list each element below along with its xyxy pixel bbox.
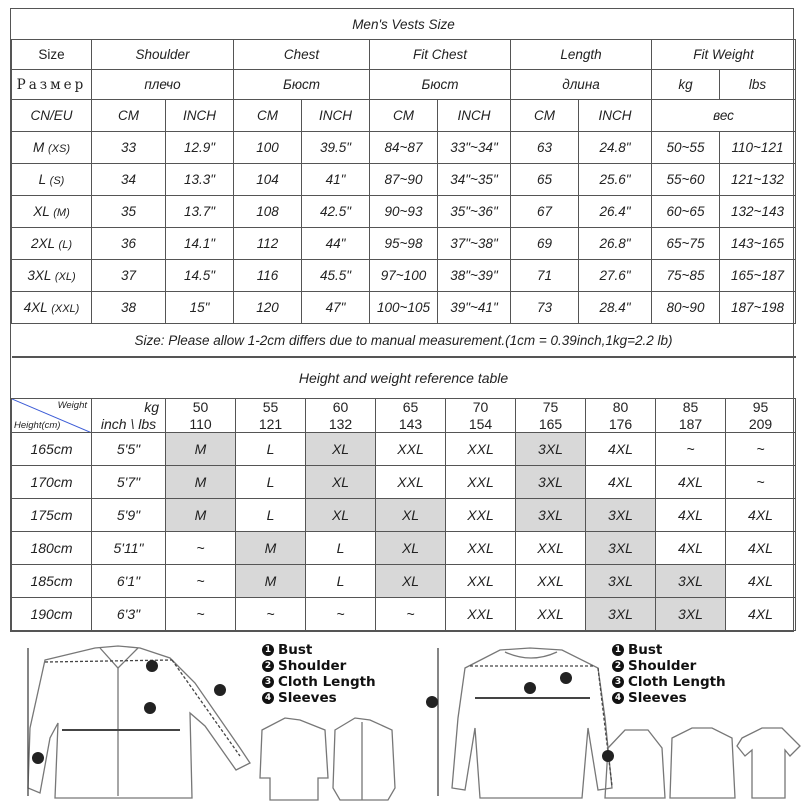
size-recommendation: 3XL <box>586 499 656 532</box>
height-ft: 5'5" <box>92 433 166 466</box>
value-cell: 65 <box>511 164 579 196</box>
value-cell: 28.4" <box>579 292 652 324</box>
size-alt-label: (XXL) <box>51 303 80 315</box>
value-cell: 112 <box>234 228 302 260</box>
size-alt-label: (L) <box>58 239 72 251</box>
value-cell: 35"~36" <box>438 196 511 228</box>
unit-cm: CM <box>370 100 438 132</box>
size-cell <box>12 292 92 324</box>
value-cell: 14.5" <box>166 260 234 292</box>
legend-left <box>262 642 376 706</box>
height-cm: 165cm <box>12 433 92 466</box>
length-header: Length <box>511 40 652 70</box>
height-ft: 6'3" <box>92 598 166 631</box>
value-cell: 97~100 <box>370 260 438 292</box>
legend-item-sleeves <box>262 690 376 706</box>
size-recommendation: 3XL <box>586 532 656 565</box>
size-recommendation: 3XL <box>516 433 586 466</box>
size-cell <box>12 164 92 196</box>
value-cell: 60~65 <box>652 196 720 228</box>
size-recommendation: 3XL <box>656 598 726 631</box>
size-label: 4XL <box>23 300 48 315</box>
value-cell: 63 <box>511 132 579 164</box>
number-4-icon: 4 <box>612 692 624 704</box>
size-recommendation: XXL <box>446 565 516 598</box>
height-cm: 185cm <box>12 565 92 598</box>
table-row <box>12 466 796 499</box>
size-recommendation: XXL <box>516 598 586 631</box>
value-cell: 67 <box>511 196 579 228</box>
size-recommendation: XXL <box>376 433 446 466</box>
height-label: Height(cm) <box>14 420 61 431</box>
number-2-icon: 2 <box>612 660 624 672</box>
height-ft: 5'11" <box>92 532 166 565</box>
size-cell <box>12 132 92 164</box>
height-ft: 6'1" <box>92 565 166 598</box>
razmer-label: Размер <box>12 70 92 100</box>
size-recommendation: XXL <box>516 565 586 598</box>
unit-inch: INCH <box>579 100 652 132</box>
size-recommendation: ~ <box>376 598 446 631</box>
value-cell: 55~60 <box>652 164 720 196</box>
table-row <box>12 164 796 196</box>
lbs-label: lbs <box>720 70 796 100</box>
size-recommendation: XXL <box>516 532 586 565</box>
height-cm: 180cm <box>12 532 92 565</box>
legend-item-bust <box>262 642 376 658</box>
table-row <box>12 499 796 532</box>
legend-bust-label: Bust <box>628 642 663 658</box>
value-cell: 120 <box>234 292 302 324</box>
value-cell: 121~132 <box>720 164 796 196</box>
height-weight-table <box>11 357 796 631</box>
legend-bust-label: Bust <box>278 642 313 658</box>
legend-length-label: Cloth Length <box>278 674 376 690</box>
number-1-icon: 1 <box>262 644 274 656</box>
size-chart <box>10 8 794 632</box>
value-cell: 75~85 <box>652 260 720 292</box>
size-alt-label: (S) <box>49 175 65 187</box>
chest-ru: Бюст <box>234 70 370 100</box>
size-recommendation: 4XL <box>656 466 726 499</box>
shoulder-header: Shoulder <box>92 40 234 70</box>
lbs-value: 143 <box>376 415 446 433</box>
size-recommendation: ~ <box>656 433 726 466</box>
value-cell: 12.9" <box>166 132 234 164</box>
lbs-value: 121 <box>236 415 306 433</box>
diagonal-header <box>12 399 92 433</box>
size-recommendation: XL <box>376 499 446 532</box>
kg-value: 60 <box>306 399 376 416</box>
value-cell: 26.8" <box>579 228 652 260</box>
value-cell: 37 <box>92 260 166 292</box>
legend-right <box>612 642 726 706</box>
size-recommendation: L <box>306 532 376 565</box>
size-recommendation: XXL <box>376 466 446 499</box>
value-cell: 47" <box>302 292 370 324</box>
legend-sleeves-label: Sleeves <box>628 690 687 706</box>
size-recommendation: L <box>236 466 306 499</box>
value-cell: 26.4" <box>579 196 652 228</box>
chart-title: Men's Vests Size <box>12 9 796 40</box>
table-row <box>12 532 796 565</box>
size-recommendation: ~ <box>726 433 796 466</box>
size-recommendation: ~ <box>306 598 376 631</box>
value-cell: 39"~41" <box>438 292 511 324</box>
size-recommendation: XXL <box>446 499 516 532</box>
number-4-icon: 4 <box>262 692 274 704</box>
size-recommendation: M <box>166 466 236 499</box>
size-label: XL <box>33 204 50 219</box>
kg-value: 95 <box>726 399 796 416</box>
value-cell: 38"~39" <box>438 260 511 292</box>
value-cell: 13.3" <box>166 164 234 196</box>
value-cell: 15" <box>166 292 234 324</box>
kg-value: 55 <box>236 399 306 416</box>
table-row <box>12 433 796 466</box>
length-ru: длина <box>511 70 652 100</box>
size-recommendation: M <box>166 499 236 532</box>
kg-value: 65 <box>376 399 446 416</box>
value-cell: 33"~34" <box>438 132 511 164</box>
value-cell: 34"~35" <box>438 164 511 196</box>
value-cell: 36 <box>92 228 166 260</box>
size-recommendation: M <box>236 565 306 598</box>
size-recommendation: 3XL <box>516 466 586 499</box>
value-cell: 84~87 <box>370 132 438 164</box>
value-cell: 44" <box>302 228 370 260</box>
value-cell: 69 <box>511 228 579 260</box>
value-cell: 24.8" <box>579 132 652 164</box>
value-cell: 165~187 <box>720 260 796 292</box>
size-recommendation: ~ <box>236 598 306 631</box>
value-cell: 25.6" <box>579 164 652 196</box>
lbs-value: 209 <box>726 415 796 433</box>
value-cell: 80~90 <box>652 292 720 324</box>
size-recommendation: XXL <box>446 433 516 466</box>
size-recommendation: ~ <box>166 565 236 598</box>
size-label: 2XL <box>31 236 55 251</box>
size-recommendation: XL <box>306 433 376 466</box>
value-cell: 95~98 <box>370 228 438 260</box>
size-alt-label: (XS) <box>48 143 70 155</box>
size-recommendation: 3XL <box>586 565 656 598</box>
value-cell: 27.6" <box>579 260 652 292</box>
value-cell: 100 <box>234 132 302 164</box>
size-label: 3XL <box>27 268 52 283</box>
size-recommendation: XXL <box>446 532 516 565</box>
size-recommendation: XL <box>306 499 376 532</box>
kg-label: kg <box>652 70 720 100</box>
value-cell: 13.7" <box>166 196 234 228</box>
number-3-icon: 3 <box>612 676 624 688</box>
size-recommendation: M <box>236 532 306 565</box>
height-cm: 175cm <box>12 499 92 532</box>
value-cell: 110~121 <box>720 132 796 164</box>
table-row <box>12 292 796 324</box>
kg-value: 85 <box>656 399 726 416</box>
vest-size-table <box>11 9 796 357</box>
size-recommendation: XXL <box>446 466 516 499</box>
legend-item-shoulder <box>262 658 376 674</box>
unit-cm: CM <box>234 100 302 132</box>
measurement-illustrations <box>0 638 806 806</box>
unit-inch: INCH <box>438 100 511 132</box>
table-row <box>12 228 796 260</box>
table-row <box>12 260 796 292</box>
fit-weight-header: Fit Weight <box>652 40 796 70</box>
size-recommendation: 4XL <box>656 532 726 565</box>
size-recommendation: 4XL <box>726 565 796 598</box>
unit-inch: INCH <box>302 100 370 132</box>
size-cell <box>12 228 92 260</box>
size-recommendation: ~ <box>726 466 796 499</box>
size-recommendation: 4XL <box>656 499 726 532</box>
table-row <box>12 598 796 631</box>
value-cell: 50~55 <box>652 132 720 164</box>
legend-shoulder-label: Shoulder <box>628 658 697 674</box>
value-cell: 90~93 <box>370 196 438 228</box>
reference-title: Height and weight reference table <box>12 358 796 399</box>
weight-unit-label: вес <box>652 100 796 132</box>
size-recommendation: XXL <box>446 598 516 631</box>
value-cell: 35 <box>92 196 166 228</box>
lbs-value: 187 <box>656 415 726 433</box>
kg-row <box>12 399 796 416</box>
size-recommendation: L <box>306 565 376 598</box>
value-cell: 116 <box>234 260 302 292</box>
lbs-row <box>12 415 796 433</box>
size-recommendation: 4XL <box>586 433 656 466</box>
legend-shoulder-label: Shoulder <box>278 658 347 674</box>
size-recommendation: 3XL <box>516 499 586 532</box>
size-recommendation: 4XL <box>726 598 796 631</box>
lbs-value: 176 <box>586 415 656 433</box>
table-row <box>12 196 796 228</box>
value-cell: 45.5" <box>302 260 370 292</box>
number-2-icon: 2 <box>262 660 274 672</box>
lbs-value: 132 <box>306 415 376 433</box>
size-recommendation: 4XL <box>726 532 796 565</box>
chest-header: Chest <box>234 40 370 70</box>
value-cell: 39.5" <box>302 132 370 164</box>
size-alt-label: (XL) <box>54 271 76 283</box>
size-recommendation: 4XL <box>586 466 656 499</box>
kg-value: 70 <box>446 399 516 416</box>
number-1-icon: 1 <box>612 644 624 656</box>
value-cell: 33 <box>92 132 166 164</box>
size-cell <box>12 260 92 292</box>
value-cell: 143~165 <box>720 228 796 260</box>
measurement-note: Size: Please allow 1-2cm differs due to manual measurement.(1cm = 0.39inch,1kg=2.2 lb) <box>12 324 796 357</box>
size-label: L <box>38 172 46 187</box>
value-cell: 187~198 <box>720 292 796 324</box>
value-cell: 42.5" <box>302 196 370 228</box>
value-cell: 37"~38" <box>438 228 511 260</box>
size-recommendation: 3XL <box>656 565 726 598</box>
value-cell: 100~105 <box>370 292 438 324</box>
value-cell: 87~90 <box>370 164 438 196</box>
legend-length-label: Cloth Length <box>628 674 726 690</box>
lbs-value: 165 <box>516 415 586 433</box>
value-cell: 38 <box>92 292 166 324</box>
size-recommendation: 4XL <box>726 499 796 532</box>
size-recommendation: 3XL <box>586 598 656 631</box>
kg-value: 75 <box>516 399 586 416</box>
fit-chest-header: Fit Chest <box>370 40 511 70</box>
size-recommendation: XL <box>376 532 446 565</box>
size-recommendation: XL <box>306 466 376 499</box>
value-cell: 73 <box>511 292 579 324</box>
size-cell <box>12 196 92 228</box>
table-row <box>12 132 796 164</box>
lbs-value: 154 <box>446 415 516 433</box>
unit-cm: CM <box>511 100 579 132</box>
value-cell: 71 <box>511 260 579 292</box>
value-cell: 108 <box>234 196 302 228</box>
value-cell: 14.1" <box>166 228 234 260</box>
kg-value: 80 <box>586 399 656 416</box>
value-cell: 104 <box>234 164 302 196</box>
legend-item-sleeves <box>612 690 726 706</box>
size-recommendation: L <box>236 433 306 466</box>
legend-item-length <box>262 674 376 690</box>
height-cm: 170cm <box>12 466 92 499</box>
kg-unit-label: kg <box>92 399 166 416</box>
number-3-icon: 3 <box>262 676 274 688</box>
inch-lbs-label: inch \ lbs <box>92 415 166 433</box>
legend-sleeves-label: Sleeves <box>278 690 337 706</box>
table-row <box>12 565 796 598</box>
height-ft: 5'7" <box>92 466 166 499</box>
value-cell: 65~75 <box>652 228 720 260</box>
size-header: Size <box>12 40 92 70</box>
unit-inch: INCH <box>166 100 234 132</box>
unit-cm: CM <box>92 100 166 132</box>
size-recommendation: ~ <box>166 532 236 565</box>
size-recommendation: L <box>236 499 306 532</box>
height-cm: 190cm <box>12 598 92 631</box>
size-recommendation: M <box>166 433 236 466</box>
fit-chest-ru: Бюст <box>370 70 511 100</box>
size-alt-label: (M) <box>53 207 70 219</box>
legend-item-bust <box>612 642 726 658</box>
kg-value: 50 <box>166 399 236 416</box>
size-label: M <box>32 140 45 155</box>
value-cell: 41" <box>302 164 370 196</box>
lbs-value: 110 <box>166 415 236 433</box>
shoulder-ru: плечо <box>92 70 234 100</box>
legend-item-length <box>612 674 726 690</box>
legend-item-shoulder <box>612 658 726 674</box>
height-ft: 5'9" <box>92 499 166 532</box>
value-cell: 34 <box>92 164 166 196</box>
cn-eu-label: CN/EU <box>12 100 92 132</box>
weight-label: Weight <box>57 400 87 411</box>
size-recommendation: XL <box>376 565 446 598</box>
value-cell: 132~143 <box>720 196 796 228</box>
size-recommendation: ~ <box>166 598 236 631</box>
